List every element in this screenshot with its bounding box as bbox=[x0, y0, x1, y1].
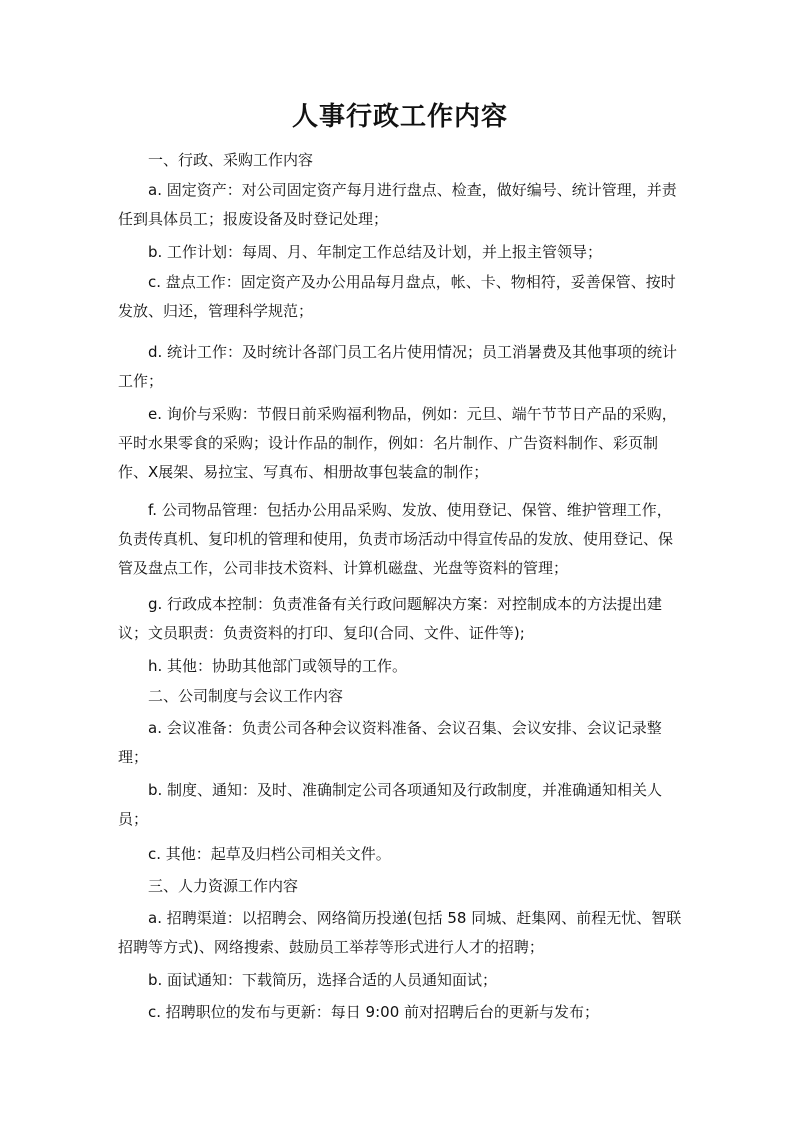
paragraph-a-meeting: a. 会议准备：负责公司各种会议资料准备、会议召集、会议安排、会议记录整理； bbox=[118, 719, 662, 766]
section-heading-2: 二、公司制度与会议工作内容 bbox=[148, 687, 344, 705]
paragraph-a-recruitment: a. 招聘渠道：以招聘会、网络简历投递(包括 58 同城、赶集网、前程无忧、智联招聘等方式)、网络搜索、鼓励员工举荐等形式进行人才的招聘； bbox=[118, 909, 682, 956]
paragraph-d-statistics: d. 统计工作：及时统计各部门员工名片使用情况；员工消暑费及其他事项的统计工作； bbox=[118, 343, 678, 390]
section-heading-1: 一、行政、采购工作内容 bbox=[148, 151, 314, 169]
paragraph-c-job-posting: c. 招聘职位的发布与更新：每日 9:00 前对招聘后台的更新与发布； bbox=[148, 1003, 600, 1021]
section-heading-3: 三、人力资源工作内容 bbox=[148, 877, 299, 895]
paragraph-b-work-plan: b. 工作计划：每周、月、年制定工作总结及计划，并上报主管领导； bbox=[148, 243, 603, 261]
paragraph-c-other: c. 其他：起草及归档公司相关文件。 bbox=[148, 845, 391, 863]
paragraph-c-inventory: c. 盘点工作：固定资产及办公用品每月盘点，帐、卡、物相符，妥善保管、按时发放、归还，管理科学规范； bbox=[118, 273, 676, 320]
paragraph-e-purchasing: e. 询价与采购：节假日前采购福利物品，例如：元旦、端午节节日产品的采购，平时水果零食的采购；设计作品的制作，例如：名片制作、广告资料制作、彩页制作、X展架、易拉宝、写真布、相册故事包装盒的制作； bbox=[118, 405, 677, 481]
paragraph-h-other: h. 其他：协助其他部门或领导的工作。 bbox=[148, 657, 408, 675]
document-title: 人事行政工作内容 bbox=[291, 102, 508, 132]
paragraph-g-cost-control: g. 行政成本控制：负责准备有关行政问题解决方案：对控制成本的方法提出建议；文员职责：负责资料的打印、复印(合同、文件、证件等); bbox=[118, 595, 663, 642]
paragraph-b-interview: b. 面试通知：下载简历，选择合适的人员通知面试； bbox=[148, 971, 498, 989]
paragraph-f-goods-management: f. 公司物品管理：包括办公用品采购、发放、使用登记、保管、维护管理工作，负责传真机、复印机的管理和使用，负责市场活动中得宣传品的发放、使用登记、保管及盘点工作，公司非技术资料、计算机磁盘、光盘等资料的管理； bbox=[118, 501, 674, 577]
paragraph-a-fixed-assets: a. 固定资产：对公司固定资产每月进行盘点、检查，做好编号、统计管理，并责任到具体员工；报废设备及时登记处理； bbox=[118, 181, 677, 228]
paragraph-b-policy: b. 制度、通知：及时、准确制定公司各项通知及行政制度，并准确通知相关人员； bbox=[118, 781, 663, 828]
